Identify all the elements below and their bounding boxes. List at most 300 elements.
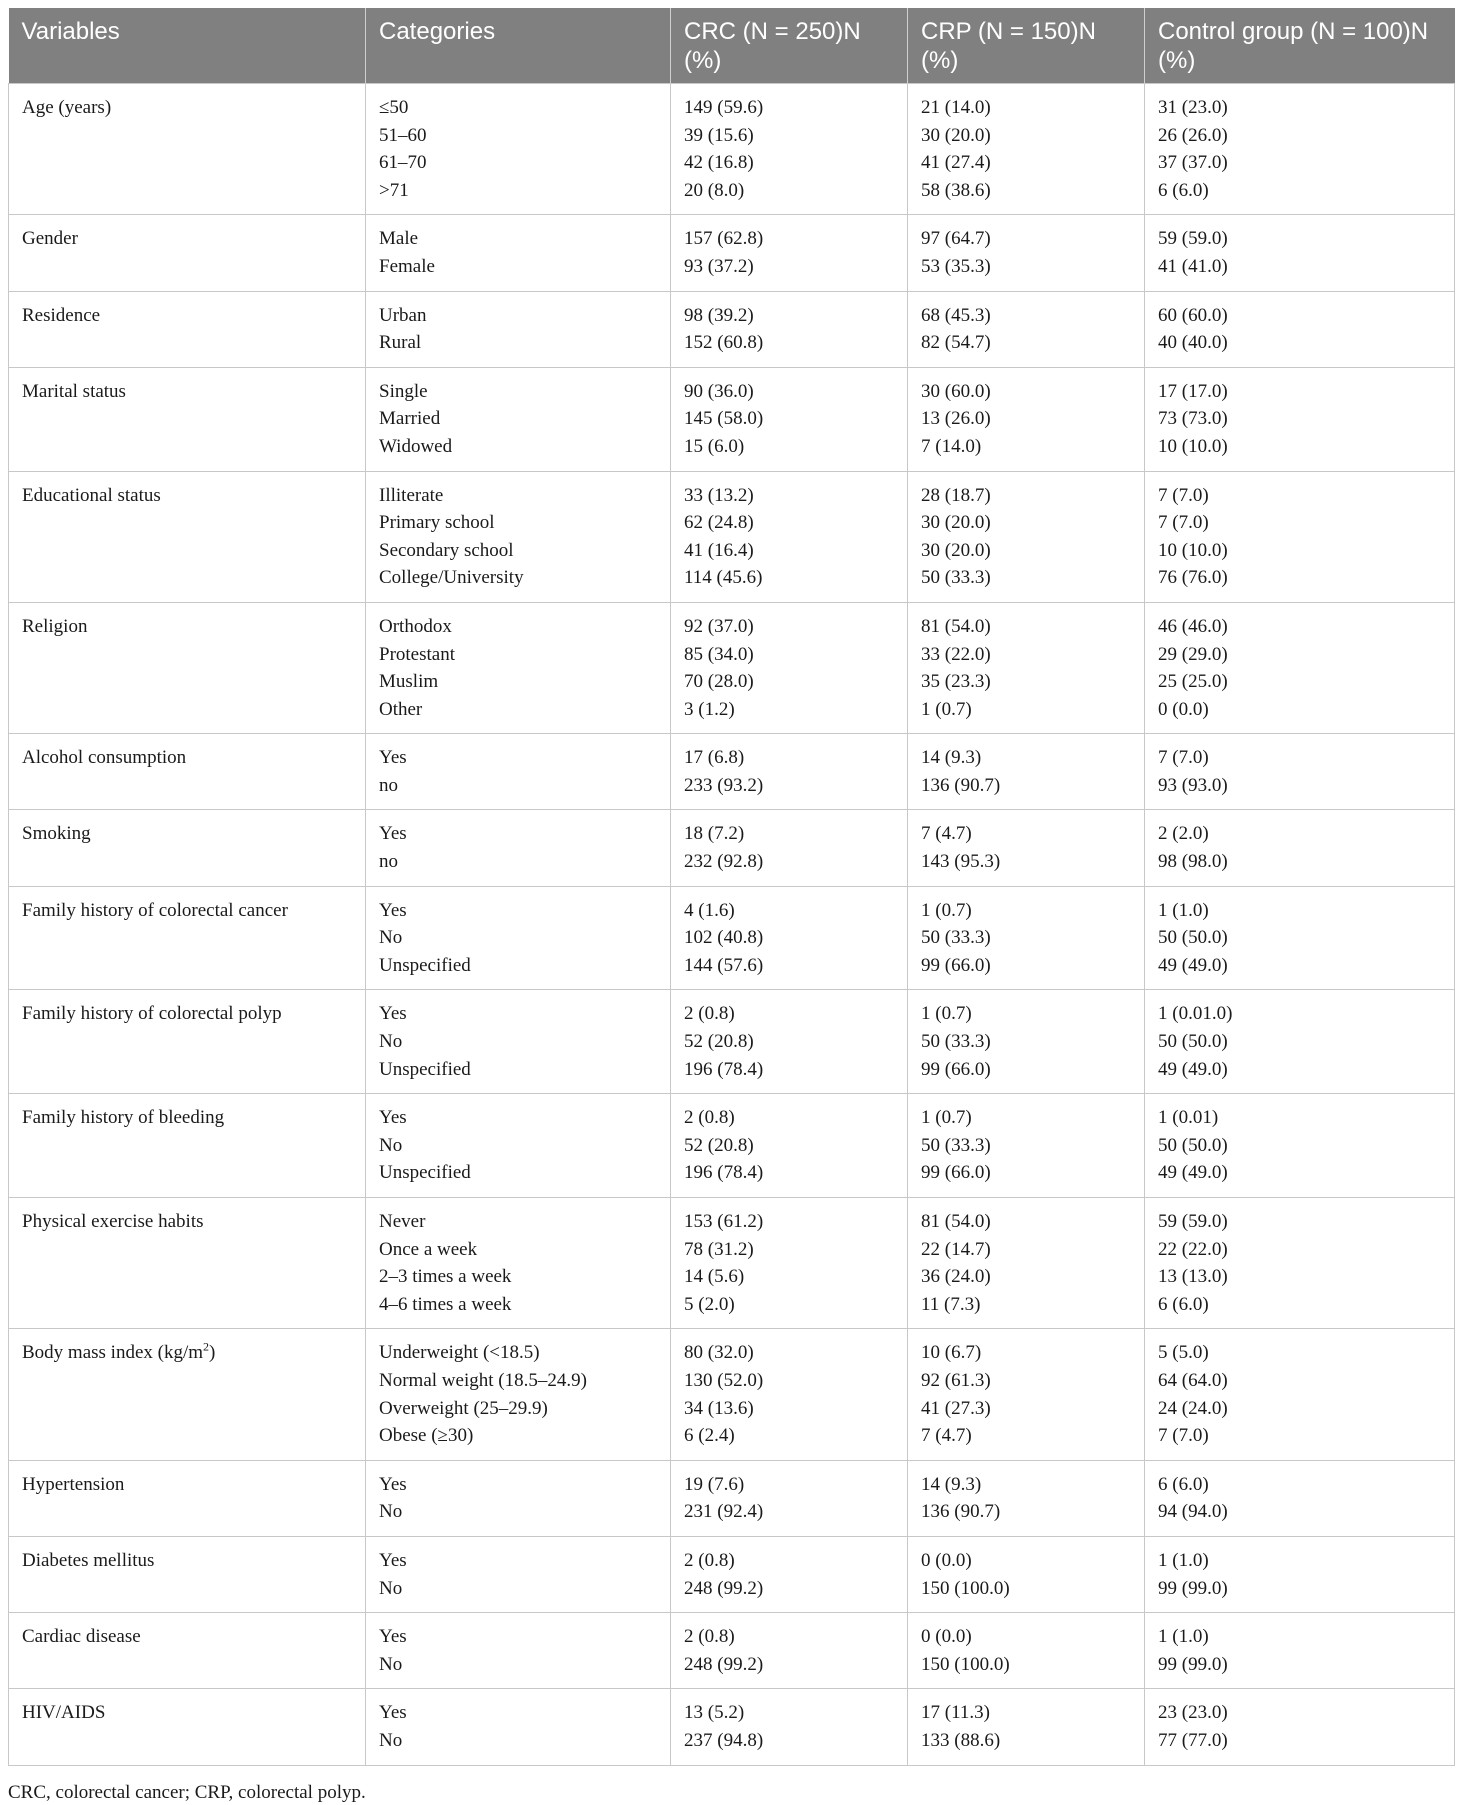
table-row: [9, 990, 1455, 1094]
category-cell-line: Yes: [379, 1702, 407, 1724]
category-cell-line: Obese (≥30): [379, 1425, 474, 1447]
crp-cell-line: 1 (0.7): [921, 698, 972, 720]
control-cell-line: 1 (1.0): [1158, 1549, 1209, 1571]
table-row: [9, 886, 1455, 990]
crp-cell-line: 150 (100.0): [921, 1653, 1010, 1675]
category-cell-line: Single: [379, 380, 428, 402]
category-cell-line: No: [379, 1134, 403, 1156]
control-cell: [1145, 291, 1455, 367]
crp-cell: [908, 1689, 1145, 1765]
control-cell: [1145, 886, 1455, 990]
crc-cell-line: 114 (45.6): [684, 567, 763, 589]
crp-cell-line: 133 (88.6): [921, 1729, 1001, 1751]
variable-cell: Physical exercise habits: [9, 1198, 366, 1329]
variable-cell: Gender: [9, 215, 366, 291]
crc-cell: [671, 1329, 908, 1460]
crp-cell-line: 14 (9.3): [921, 747, 982, 769]
table-row: [9, 810, 1455, 886]
control-cell-line: 6 (6.0): [1158, 1473, 1209, 1495]
crc-cell: [671, 1198, 908, 1329]
variable-cell: Smoking: [9, 810, 366, 886]
crc-cell-line: 6 (2.4): [684, 1425, 735, 1447]
control-cell: [1145, 1460, 1455, 1536]
control-cell-line: 98 (98.0): [1158, 851, 1228, 873]
category-cell-line: 61–70: [379, 152, 427, 174]
control-cell-line: 40 (40.0): [1158, 332, 1228, 354]
control-cell-line: 7 (7.0): [1158, 484, 1209, 506]
crp-cell-line: 17 (11.3): [921, 1702, 990, 1724]
crp-cell-line: 1 (0.7): [921, 899, 972, 921]
category-cell-line: Male: [379, 228, 419, 250]
crp-cell: [908, 602, 1145, 733]
header-crp: CRP (N = 150)N (%): [908, 8, 1145, 84]
crp-cell: [908, 84, 1145, 215]
crc-cell-line: 39 (15.6): [684, 124, 754, 146]
crc-cell-line: 92 (37.0): [684, 615, 754, 637]
category-cell-line: No: [379, 1729, 403, 1751]
header-crc: CRC (N = 250)N (%): [671, 8, 908, 84]
category-cell-line: Yes: [379, 1626, 407, 1648]
crc-cell: [671, 1536, 908, 1612]
control-cell: [1145, 734, 1455, 810]
category-cell-line: Yes: [379, 899, 407, 921]
crp-cell-line: 99 (66.0): [921, 1058, 991, 1080]
variable-cell: Diabetes mellitus: [9, 1536, 366, 1612]
category-cell: [366, 1094, 671, 1198]
crc-cell-line: 232 (92.8): [684, 851, 764, 873]
variable-cell: HIV/AIDS: [9, 1689, 366, 1765]
variable-cell: Age (years): [9, 84, 366, 215]
category-cell: [366, 367, 671, 471]
control-cell-line: 77 (77.0): [1158, 1729, 1228, 1751]
crc-cell-line: 62 (24.8): [684, 512, 754, 534]
control-cell-line: 22 (22.0): [1158, 1238, 1228, 1260]
category-cell: [366, 291, 671, 367]
category-cell-line: Female: [379, 255, 435, 277]
category-cell-line: Primary school: [379, 512, 495, 534]
category-cell-line: College/University: [379, 567, 524, 589]
crc-cell-line: 237 (94.8): [684, 1729, 764, 1751]
control-cell-line: 0 (0.0): [1158, 698, 1209, 720]
footnote: CRC, colorectal cancer; CRP, colorectal polyp.: [8, 1781, 366, 1803]
control-cell-line: 94 (94.0): [1158, 1501, 1228, 1523]
category-cell-line: Yes: [379, 1003, 407, 1025]
table-row: [9, 1689, 1455, 1765]
control-cell-line: 76 (76.0): [1158, 567, 1228, 589]
control-cell-line: 1 (1.0): [1158, 899, 1209, 921]
control-cell-line: 59 (59.0): [1158, 228, 1228, 250]
control-cell: [1145, 602, 1455, 733]
category-cell-line: No: [379, 1031, 403, 1053]
category-cell: [366, 1329, 671, 1460]
table-row: [9, 291, 1455, 367]
crp-cell: [908, 291, 1145, 367]
crp-cell: [908, 1094, 1145, 1198]
category-cell-line: Unspecified: [379, 954, 471, 976]
crc-cell: [671, 1689, 908, 1765]
crp-cell-line: 41 (27.4): [921, 152, 991, 174]
crc-cell-line: 34 (13.6): [684, 1397, 754, 1419]
category-cell-line: 51–60: [379, 124, 427, 146]
crp-cell: [908, 886, 1145, 990]
category-cell-line: 4–6 times a week: [379, 1293, 512, 1315]
control-cell-line: 6 (6.0): [1158, 179, 1209, 201]
control-cell: [1145, 84, 1455, 215]
category-cell-line: Yes: [379, 823, 407, 845]
crc-cell: [671, 84, 908, 215]
category-cell-line: Rural: [379, 332, 422, 354]
crp-cell-line: 13 (26.0): [921, 408, 991, 430]
crp-cell-line: 150 (100.0): [921, 1577, 1010, 1599]
crp-cell-line: 21 (14.0): [921, 97, 991, 118]
category-cell-line: Other: [379, 698, 423, 720]
crp-cell-line: 36 (24.0): [921, 1266, 991, 1288]
crc-cell-line: 80 (32.0): [684, 1342, 754, 1364]
crp-cell-line: 7 (14.0): [921, 435, 982, 457]
control-cell-line: 23 (23.0): [1158, 1702, 1228, 1724]
table-body: [9, 84, 1455, 1766]
control-cell-line: 7 (7.0): [1158, 747, 1209, 769]
control-cell-line: 1 (0.01.0): [1158, 1003, 1233, 1025]
crp-cell-line: 58 (38.6): [921, 179, 991, 201]
crc-cell-line: 90 (36.0): [684, 380, 754, 402]
control-cell-line: 50 (50.0): [1158, 927, 1228, 949]
header-variables: Variables: [9, 8, 366, 84]
crc-cell-line: 196 (78.4): [684, 1058, 764, 1080]
crp-cell-line: 143 (95.3): [921, 851, 1001, 873]
crc-cell-line: 42 (16.8): [684, 152, 754, 174]
control-cell-line: 29 (29.0): [1158, 643, 1228, 665]
crc-cell: [671, 291, 908, 367]
control-cell-line: 2 (2.0): [1158, 823, 1209, 845]
crc-cell: [671, 990, 908, 1094]
crp-cell-line: 136 (90.7): [921, 1501, 1001, 1523]
category-cell-line: Overweight (25–29.9): [379, 1397, 548, 1419]
control-cell-line: 17 (17.0): [1158, 380, 1228, 402]
category-cell: [366, 990, 671, 1094]
control-cell-line: 41 (41.0): [1158, 255, 1228, 277]
crp-cell-line: 99 (66.0): [921, 1162, 991, 1184]
control-cell-line: 24 (24.0): [1158, 1397, 1228, 1419]
crp-cell: [908, 215, 1145, 291]
crc-cell-line: 33 (13.2): [684, 484, 754, 506]
crp-cell-line: 68 (45.3): [921, 304, 991, 326]
control-cell-line: 13 (13.0): [1158, 1266, 1228, 1288]
control-cell-line: 59 (59.0): [1158, 1211, 1228, 1232]
crc-cell-line: 233 (93.2): [684, 774, 764, 796]
variable-cell: Marital status: [9, 367, 366, 471]
crc-cell-line: 157 (62.8): [684, 228, 764, 250]
crc-cell-line: 20 (8.0): [684, 179, 745, 201]
control-cell-line: 49 (49.0): [1158, 954, 1228, 976]
crc-cell-line: 52 (20.8): [684, 1134, 754, 1156]
control-cell-line: 49 (49.0): [1158, 1162, 1228, 1184]
crp-cell-line: 35 (23.3): [921, 671, 991, 693]
crp-cell-line: 81 (54.0): [921, 1211, 991, 1232]
category-cell-line: Once a week: [379, 1238, 478, 1260]
crc-cell: [671, 1094, 908, 1198]
control-cell-line: 60 (60.0): [1158, 304, 1228, 326]
crc-cell-line: 2 (0.8): [684, 1003, 735, 1025]
control-cell: [1145, 1329, 1455, 1460]
control-cell-line: 37 (37.0): [1158, 152, 1228, 174]
control-cell: [1145, 1094, 1455, 1198]
table-row: [9, 1460, 1455, 1536]
control-cell-line: 93 (93.0): [1158, 774, 1228, 796]
control-cell: [1145, 1613, 1455, 1689]
crp-cell-line: 0 (0.0): [921, 1626, 972, 1648]
crp-cell-line: 30 (20.0): [921, 539, 991, 561]
variable-cell: Residence: [9, 291, 366, 367]
category-cell-line: Yes: [379, 747, 407, 769]
crc-cell-line: 248 (99.2): [684, 1577, 764, 1599]
category-cell-line: Secondary school: [379, 539, 514, 561]
variable-cell: Religion: [9, 602, 366, 733]
category-cell-line: No: [379, 927, 403, 949]
crp-cell: [908, 1329, 1145, 1460]
crc-cell-line: 4 (1.6): [684, 899, 735, 921]
crp-cell-line: 28 (18.7): [921, 484, 991, 506]
category-cell: [366, 886, 671, 990]
crp-cell: [908, 990, 1145, 1094]
table-row: [9, 471, 1455, 602]
crp-cell-line: 50 (33.3): [921, 567, 991, 589]
control-cell-line: 1 (1.0): [1158, 1626, 1209, 1648]
crc-cell-line: 85 (34.0): [684, 643, 754, 665]
crc-cell: [671, 215, 908, 291]
category-cell-line: 2–3 times a week: [379, 1266, 512, 1288]
control-cell: [1145, 367, 1455, 471]
category-cell: [366, 1198, 671, 1329]
category-cell-line: Illiterate: [379, 484, 444, 506]
category-cell-line: no: [379, 851, 398, 873]
category-cell-line: Underweight (<18.5): [379, 1342, 540, 1364]
crp-cell-line: 50 (33.3): [921, 927, 991, 949]
variable-cell: Family history of colorectal cancer: [9, 886, 366, 990]
variable-cell: Alcohol consumption: [9, 734, 366, 810]
category-cell-line: Yes: [379, 1107, 407, 1129]
crc-cell: [671, 734, 908, 810]
control-cell-line: 49 (49.0): [1158, 1058, 1228, 1080]
variable-cell: Educational status: [9, 471, 366, 602]
crc-cell-line: 145 (58.0): [684, 408, 764, 430]
table-row: [9, 1613, 1455, 1689]
crp-cell-line: 50 (33.3): [921, 1134, 991, 1156]
category-cell: [366, 1536, 671, 1612]
table-row: [9, 734, 1455, 810]
crc-cell: [671, 367, 908, 471]
crp-cell-line: 22 (14.7): [921, 1238, 991, 1260]
control-cell-line: 7 (7.0): [1158, 512, 1209, 534]
crc-cell-line: 17 (6.8): [684, 747, 745, 769]
control-cell: [1145, 215, 1455, 291]
table-container: [8, 8, 1454, 1804]
category-cell-line: >71: [379, 179, 409, 201]
crp-cell: [908, 1460, 1145, 1536]
crc-cell-line: 152 (60.8): [684, 332, 764, 354]
category-cell-line: Protestant: [379, 643, 455, 665]
crp-cell-line: 10 (6.7): [921, 1342, 982, 1364]
crp-cell-line: 136 (90.7): [921, 774, 1001, 796]
header-categories: Categories: [366, 8, 671, 84]
category-cell-line: Yes: [379, 1549, 407, 1571]
category-cell-line: Married: [379, 408, 441, 430]
header-control: Control group (N = 100)N (%): [1145, 8, 1455, 84]
crc-cell: [671, 1460, 908, 1536]
crc-cell-line: 153 (61.2): [684, 1211, 764, 1232]
crc-cell: [671, 886, 908, 990]
crp-cell-line: 30 (20.0): [921, 124, 991, 146]
crc-cell-line: 5 (2.0): [684, 1293, 735, 1315]
control-cell-line: 25 (25.0): [1158, 671, 1228, 693]
crc-cell: [671, 1613, 908, 1689]
crc-cell: [671, 810, 908, 886]
crc-cell-line: 78 (31.2): [684, 1238, 754, 1260]
category-cell-line: Widowed: [379, 435, 453, 457]
table-row: [9, 602, 1455, 733]
crp-cell: [908, 367, 1145, 471]
header-row: [9, 8, 1455, 84]
control-cell: [1145, 1689, 1455, 1765]
crc-cell-line: 14 (5.6): [684, 1266, 745, 1288]
crc-cell-line: 41 (16.4): [684, 539, 754, 561]
control-cell-line: 73 (73.0): [1158, 408, 1228, 430]
crp-cell-line: 33 (22.0): [921, 643, 991, 665]
crc-cell-line: 248 (99.2): [684, 1653, 764, 1675]
category-cell-line: Muslim: [379, 671, 439, 693]
crp-cell: [908, 1198, 1145, 1329]
crp-cell-line: 82 (54.7): [921, 332, 991, 354]
category-cell: [366, 1613, 671, 1689]
table-row: [9, 1094, 1455, 1198]
crp-cell-line: 97 (64.7): [921, 228, 991, 250]
variable-cell: Cardiac disease: [9, 1613, 366, 1689]
table-row: [9, 1329, 1455, 1460]
table-row: [9, 367, 1455, 471]
crp-cell: [908, 734, 1145, 810]
control-cell: [1145, 990, 1455, 1094]
category-cell: [366, 471, 671, 602]
table-row: [9, 215, 1455, 291]
crp-cell: [908, 471, 1145, 602]
crc-cell-line: 196 (78.4): [684, 1162, 764, 1184]
crp-cell-line: 41 (27.3): [921, 1397, 991, 1419]
category-cell: [366, 215, 671, 291]
control-cell: [1145, 1198, 1455, 1329]
control-cell: [1145, 810, 1455, 886]
table-row: [9, 84, 1455, 215]
crp-cell-line: 50 (33.3): [921, 1031, 991, 1053]
control-cell-line: 1 (0.01): [1158, 1107, 1219, 1129]
crc-cell-line: 149 (59.6): [684, 97, 764, 118]
control-cell-line: 50 (50.0): [1158, 1031, 1228, 1053]
category-cell-line: ≤50: [379, 97, 409, 118]
category-cell-line: Yes: [379, 1473, 407, 1495]
characteristics-table: [8, 8, 1455, 1766]
crp-cell-line: 11 (7.3): [921, 1293, 981, 1315]
category-cell-line: Never: [379, 1211, 426, 1232]
control-cell-line: 50 (50.0): [1158, 1134, 1228, 1156]
variable-cell: Hypertension: [9, 1460, 366, 1536]
control-cell-line: 99 (99.0): [1158, 1577, 1228, 1599]
crp-cell-line: 14 (9.3): [921, 1473, 982, 1495]
crp-cell-line: 1 (0.7): [921, 1107, 972, 1129]
crp-cell-line: 30 (20.0): [921, 512, 991, 534]
category-cell: [366, 1689, 671, 1765]
crc-cell-line: 18 (7.2): [684, 823, 745, 845]
control-cell-line: 99 (99.0): [1158, 1653, 1228, 1675]
category-cell-line: No: [379, 1501, 403, 1523]
crc-cell-line: 93 (37.2): [684, 255, 754, 277]
category-cell: [366, 810, 671, 886]
category-cell-line: No: [379, 1653, 403, 1675]
control-cell-line: 46 (46.0): [1158, 615, 1228, 637]
control-cell-line: 26 (26.0): [1158, 124, 1228, 146]
crc-cell-line: 15 (6.0): [684, 435, 745, 457]
crp-cell-line: 7 (4.7): [921, 1425, 972, 1447]
control-cell-line: 6 (6.0): [1158, 1293, 1209, 1315]
crc-cell-line: 52 (20.8): [684, 1031, 754, 1053]
crc-cell-line: 2 (0.8): [684, 1549, 735, 1571]
crc-cell-line: 102 (40.8): [684, 927, 764, 949]
category-cell-line: Normal weight (18.5–24.9): [379, 1369, 587, 1391]
crc-cell-line: 231 (92.4): [684, 1501, 764, 1523]
category-cell-line: Unspecified: [379, 1162, 471, 1184]
crp-cell-line: 0 (0.0): [921, 1549, 972, 1571]
crc-cell-line: 13 (5.2): [684, 1702, 745, 1724]
category-cell-line: Unspecified: [379, 1058, 471, 1080]
crp-cell-line: 7 (4.7): [921, 823, 972, 845]
control-cell-line: 31 (23.0): [1158, 97, 1228, 118]
category-cell: [366, 602, 671, 733]
control-cell-line: 10 (10.0): [1158, 539, 1228, 561]
category-cell-line: No: [379, 1577, 403, 1599]
crp-cell-line: 1 (0.7): [921, 1003, 972, 1025]
category-cell: [366, 1460, 671, 1536]
control-cell-line: 5 (5.0): [1158, 1342, 1209, 1364]
crc-cell-line: 2 (0.8): [684, 1107, 735, 1129]
crc-cell-line: 19 (7.6): [684, 1473, 745, 1495]
crp-cell-line: 99 (66.0): [921, 954, 991, 976]
crc-cell: [671, 471, 908, 602]
table-row: [9, 1536, 1455, 1612]
category-cell: [366, 734, 671, 810]
category-cell: [366, 84, 671, 215]
crc-cell-line: 70 (28.0): [684, 671, 754, 693]
category-cell-line: Urban: [379, 304, 427, 326]
crc-cell-line: 130 (52.0): [684, 1369, 764, 1391]
crc-cell-line: 98 (39.2): [684, 304, 754, 326]
crp-cell-line: 81 (54.0): [921, 615, 991, 637]
crc-cell-line: 3 (1.2): [684, 698, 735, 720]
variable-cell: Body mass index $(kg/m^2)$: [9, 1329, 366, 1460]
table-row: [9, 1198, 1455, 1329]
crp-cell: [908, 1613, 1145, 1689]
crp-cell-line: 53 (35.3): [921, 255, 991, 277]
crc-cell-line: 2 (0.8): [684, 1626, 735, 1648]
crc-cell-line: 144 (57.6): [684, 954, 764, 976]
variable-cell: Family history of bleeding: [9, 1094, 366, 1198]
crp-cell-line: 30 (60.0): [921, 380, 991, 402]
control-cell: [1145, 1536, 1455, 1612]
variable-cell: Family history of colorectal polyp: [9, 990, 366, 1094]
category-cell-line: no: [379, 774, 398, 796]
crp-cell: [908, 1536, 1145, 1612]
control-cell-line: 64 (64.0): [1158, 1369, 1228, 1391]
control-cell-line: 10 (10.0): [1158, 435, 1228, 457]
crc-cell: [671, 602, 908, 733]
crp-cell: [908, 810, 1145, 886]
